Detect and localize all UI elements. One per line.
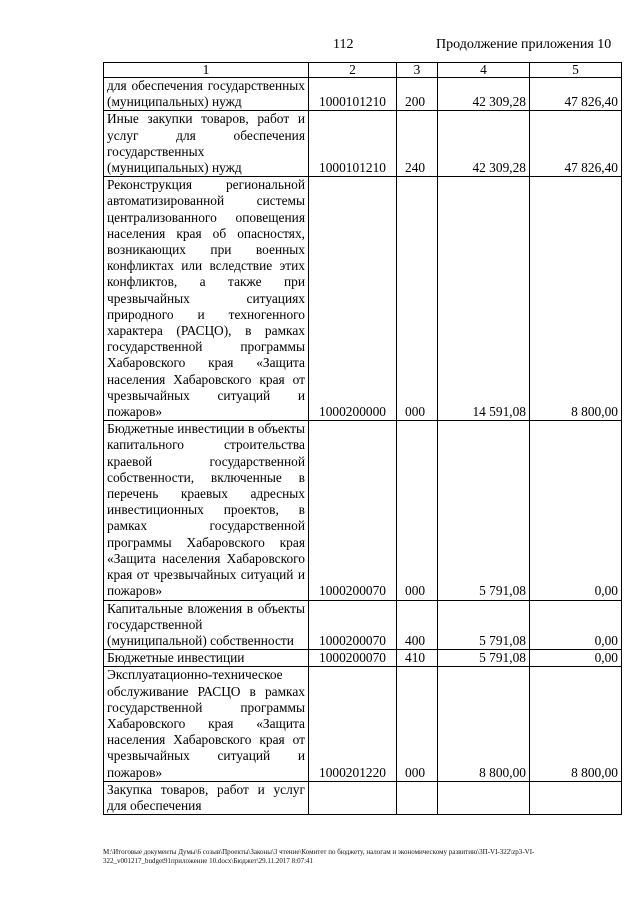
row-sum-1: 14 591,08 bbox=[438, 177, 530, 421]
row-expense-type: 000 bbox=[397, 667, 438, 781]
row-code: 1000200070 bbox=[309, 600, 397, 650]
table-row bbox=[104, 78, 622, 111]
row-code: 1000101210 bbox=[309, 111, 397, 177]
row-code: 1000101210 bbox=[309, 78, 397, 111]
row-expense-type: 200 bbox=[397, 78, 438, 111]
row-expense-type: 400 bbox=[397, 600, 438, 650]
row-code bbox=[309, 781, 397, 814]
row-sum-1: 5 791,08 bbox=[438, 600, 530, 650]
table-row bbox=[104, 111, 622, 177]
page-number: 112 bbox=[333, 37, 354, 52]
row-name: Бюджетные инвестиции bbox=[104, 650, 309, 667]
table-row bbox=[104, 421, 622, 600]
row-code: 1000200070 bbox=[309, 650, 397, 667]
column-header: 4 bbox=[438, 63, 530, 78]
table-row bbox=[104, 781, 622, 814]
row-name: Бюджетные инвестиции в объекты капитального строительства краевой государственной собственности, включенные в перечень краевых адресных инвестиционных проектов, в рамках государственной программы Хабаровского края «Защита населения Хабаровского края от чрезвычайных ситуаций и пожаров» bbox=[104, 421, 309, 600]
column-header: 5 bbox=[530, 63, 622, 78]
row-sum-2: 0,00 bbox=[530, 600, 622, 650]
row-sum-1: 42 309,28 bbox=[438, 78, 530, 111]
table-header-row bbox=[104, 63, 622, 78]
row-expense-type: 410 bbox=[397, 650, 438, 667]
row-sum-2: 47 826,40 bbox=[530, 111, 622, 177]
table-row bbox=[104, 667, 622, 781]
row-code: 1000200000 bbox=[309, 177, 397, 421]
row-name: Реконструкция региональной автоматизированной системы централизованного оповещения населения края об опасностях, возникающих при военных конфликтах или вследствие этих конфликтов, а также при чрезвычайных ситуациях природного и техногенного характера (РАСЦО), в рамках государственной программы Хабаровского края «Защита населения Хабаровского края от чрезвычайных ситуаций и пожаров» bbox=[104, 177, 309, 421]
column-header: 1 bbox=[104, 63, 309, 78]
row-expense-type: 240 bbox=[397, 111, 438, 177]
budget-table bbox=[103, 62, 622, 815]
row-expense-type: 000 bbox=[397, 421, 438, 600]
row-name: Эксплуатационно-техническое обслуживание РАСЦО в рамках государственной программы Хабаровского края «Защита населения Хабаровского края от чрезвычайных ситуаций и пожаров» bbox=[104, 667, 309, 781]
row-sum-2: 8 800,00 bbox=[530, 177, 622, 421]
row-sum-1 bbox=[438, 781, 530, 814]
column-header: 3 bbox=[397, 63, 438, 78]
row-name: Иные закупки товаров, работ и услуг для обеспечения государственных (муниципальных) нужд bbox=[104, 111, 309, 177]
row-sum-2: 0,00 bbox=[530, 650, 622, 667]
row-name: для обеспечения государственных (муниципальных) нужд bbox=[104, 78, 309, 111]
table-row bbox=[104, 177, 622, 421]
row-sum-1: 8 800,00 bbox=[438, 667, 530, 781]
row-sum-1: 5 791,08 bbox=[438, 421, 530, 600]
row-code: 1000200070 bbox=[309, 421, 397, 600]
row-sum-1: 5 791,08 bbox=[438, 650, 530, 667]
table-row bbox=[104, 650, 622, 667]
table-row bbox=[104, 600, 622, 650]
column-header: 2 bbox=[309, 63, 397, 78]
row-sum-2: 0,00 bbox=[530, 421, 622, 600]
row-sum-2 bbox=[530, 781, 622, 814]
row-name: Закупка товаров, работ и услуг для обеспечения bbox=[104, 781, 309, 814]
row-sum-1: 42 309,28 bbox=[438, 111, 530, 177]
continuation-label: Продолжение приложения 10 bbox=[436, 37, 612, 52]
file-path-footer: M:\Итоговые документы Думы\6 созыв\Проекты\Законы\3 чтение\Комитет по бюджету, налогам и экономическому развитию\3П-VI-322\zp3-VI-322_v001217_budget91приложение 10.docx\Бюджет\29.11.2017 8:07:41 bbox=[103, 848, 535, 865]
row-sum-2: 47 826,40 bbox=[530, 78, 622, 111]
row-expense-type: 000 bbox=[397, 177, 438, 421]
row-sum-2: 8 800,00 bbox=[530, 667, 622, 781]
row-name: Капитальные вложения в объекты государственной (муниципальной) собственности bbox=[104, 600, 309, 650]
row-expense-type bbox=[397, 781, 438, 814]
row-code: 1000201220 bbox=[309, 667, 397, 781]
